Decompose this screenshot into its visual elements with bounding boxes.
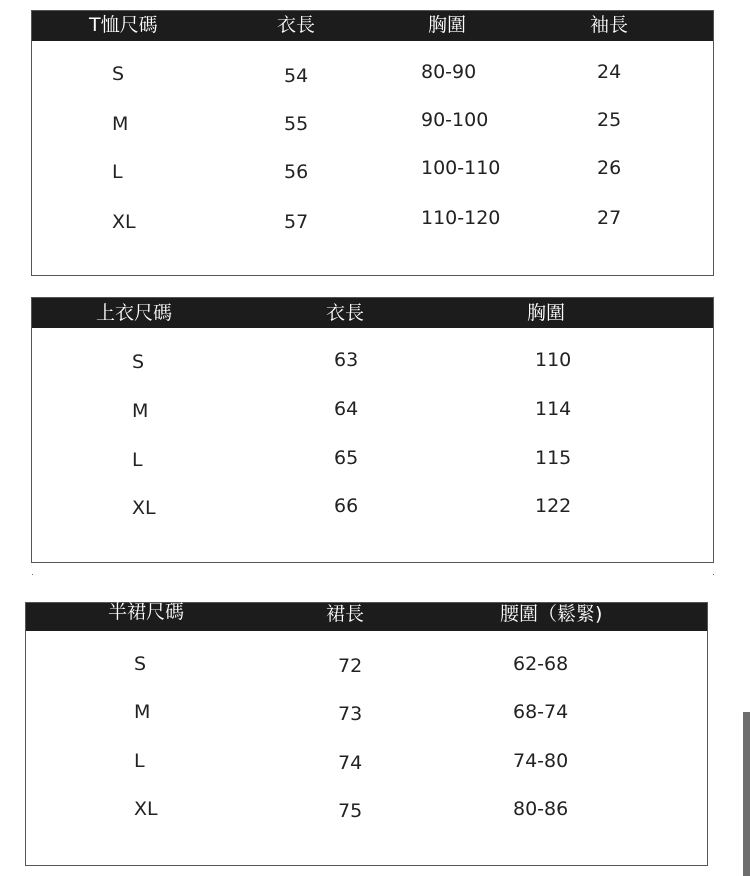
table-header — [32, 298, 713, 328]
table-cell: 74-80 — [513, 750, 569, 772]
table-header — [26, 603, 707, 631]
table-cell: 27 — [597, 207, 622, 229]
table-cell: L — [112, 161, 123, 183]
tshirt-size-table — [31, 10, 714, 276]
header-length: 裙長 — [326, 603, 365, 625]
table-cell: S — [132, 351, 145, 373]
table-cell: 115 — [535, 447, 572, 469]
table-cell: L — [132, 449, 143, 471]
table-cell: 25 — [597, 109, 622, 131]
divider-dot — [32, 574, 33, 575]
table-cell: 73 — [338, 703, 363, 725]
table-header — [32, 11, 713, 41]
table-cell: 57 — [284, 211, 309, 233]
table-cell: 56 — [284, 161, 309, 183]
table-cell: 74 — [338, 752, 363, 774]
table-cell: 68-74 — [513, 701, 569, 723]
skirt-size-table — [25, 602, 708, 866]
table-cell: L — [134, 750, 145, 772]
table-cell: S — [112, 63, 125, 85]
table-cell: 54 — [284, 65, 309, 87]
table-cell: 24 — [597, 61, 622, 83]
table-cell: XL — [112, 211, 136, 233]
table-cell: M — [134, 701, 151, 723]
header-length: 衣長 — [277, 14, 316, 36]
table-cell: 100-110 — [421, 157, 501, 179]
header-chest: 胸圍 — [428, 14, 467, 36]
table-cell: XL — [132, 497, 156, 519]
header-size: 上衣尺碼 — [96, 302, 173, 324]
table-cell: 110-120 — [421, 207, 501, 229]
table-cell: 114 — [535, 398, 572, 420]
table-cell: 80-86 — [513, 798, 569, 820]
header-waist: 腰圍（鬆緊) — [500, 603, 603, 625]
table-cell: 55 — [284, 113, 309, 135]
table-cell: 72 — [338, 655, 363, 677]
table-cell: 110 — [535, 349, 572, 371]
side-scroll-bar — [743, 712, 750, 876]
header-length: 衣長 — [326, 302, 365, 324]
table-cell: 62-68 — [513, 653, 569, 675]
table-cell: 64 — [334, 398, 359, 420]
table-cell: 122 — [535, 495, 572, 517]
table-cell: M — [132, 400, 149, 422]
table-cell: S — [134, 653, 147, 675]
table-cell: 65 — [334, 447, 359, 469]
table-cell: 80-90 — [421, 61, 477, 83]
table-cell: XL — [134, 798, 158, 820]
table-cell: 66 — [334, 495, 359, 517]
table-cell: M — [112, 113, 129, 135]
header-sleeve: 袖長 — [590, 14, 629, 36]
header-size: 半裙尺碼 — [108, 601, 185, 623]
table-cell: 63 — [334, 349, 359, 371]
header-size: T恤尺碼 — [89, 14, 158, 36]
top-size-table — [31, 297, 714, 563]
table-cell: 75 — [338, 800, 363, 822]
divider-dot — [713, 574, 714, 575]
header-chest: 胸圍 — [527, 302, 566, 324]
table-cell: 26 — [597, 157, 622, 179]
table-cell: 90-100 — [421, 109, 489, 131]
